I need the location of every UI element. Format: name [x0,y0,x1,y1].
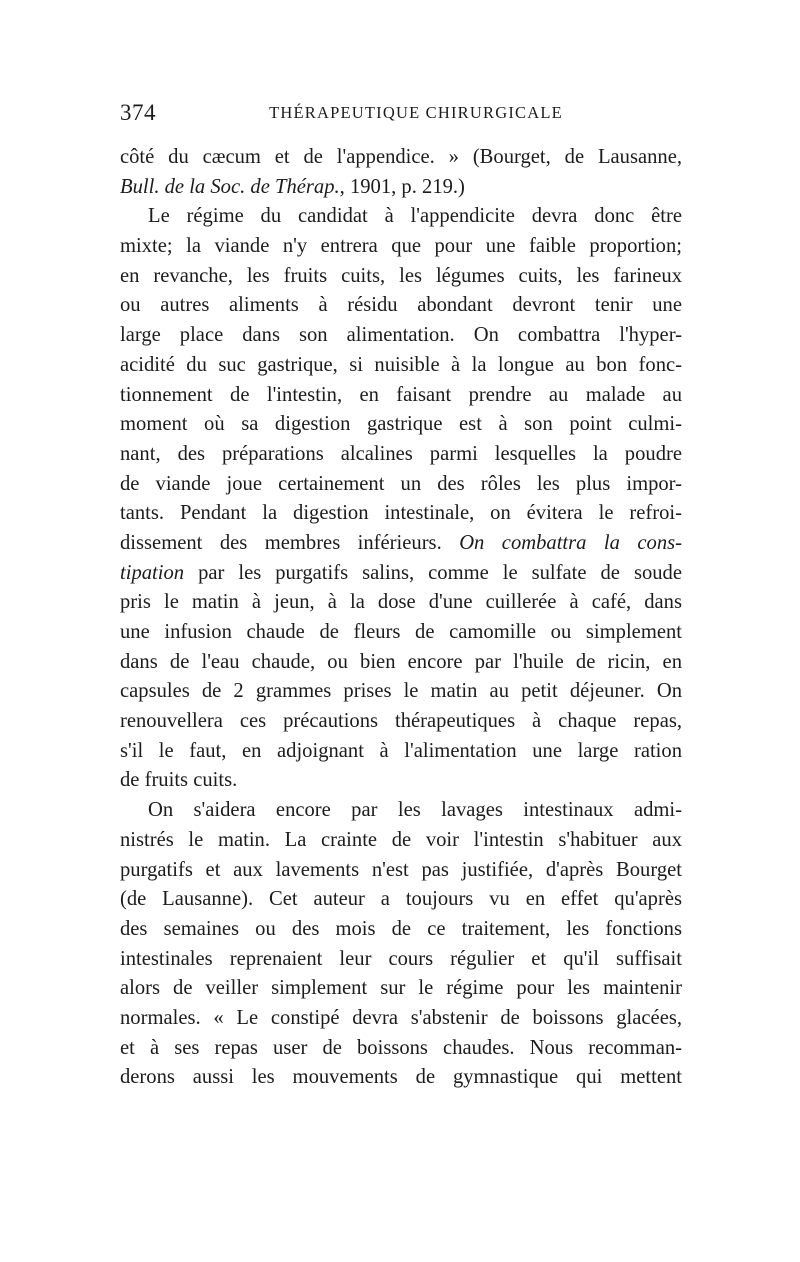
text-line [120,618,682,648]
text-segment: mixte; la viande n'y entrera que pour une faible proportion; [120,235,682,258]
text-line [120,1034,682,1064]
page-number: 374 [120,100,156,125]
text-segment: et à ses repas user de boissons chaudes. Nous recomman- [120,1036,682,1059]
text-segment: Le régime du candidat à l'appendicite devra donc être [148,205,682,228]
text-line [120,915,682,945]
text-segment: dissement des membres inférieurs. [120,531,460,554]
text-segment: tionnement de l'intestin, en faisant prendre au malade au [120,383,682,406]
text-segment: pris le matin à jeun, à la dose d'une cuillerée à café, dans [120,591,682,614]
text-line [120,826,682,856]
text-line [120,796,682,826]
text-line [120,470,682,500]
text-segment: ou autres aliments à résidu abondant devront tenir une [120,294,682,317]
text-segment: côté du cæcum et de l'appendice. » (Bourget, de Lausanne, [120,146,682,168]
text-line [120,648,682,678]
text-segment: une infusion chaude de fleurs de camomille ou simplement [120,621,682,643]
italic-text: On combattra la cons- [459,531,683,554]
text-line [120,232,682,262]
text-segment: alors de veiller simplement sur le régime pour les maintenir [120,977,682,1000]
text-segment: dans de l'eau chaude, ou bien encore par l'huile de ricin, en [120,650,682,673]
text-segment: On s'aidera encore par les lavages intestinaux admi- [148,799,682,822]
text-line [120,410,682,440]
text-line [120,1004,682,1034]
text-line [120,291,682,321]
italic-text: tipation [120,561,185,584]
text-segment: (de Lausanne). Cet auteur a toujours vu en effet qu'après [120,888,682,911]
text-segment: capsules de 2 grammes prises le matin au petit déjeuner. On [120,680,682,703]
text-segment: normales. « Le constipé devra s'abstenir de boissons glacées, [120,1006,682,1029]
text-line [120,707,682,737]
text-line [120,885,682,915]
text-line [120,262,682,292]
body-text [120,143,682,1093]
text-segment: purgatifs et aux lavements n'est pas justifiée, d'après Bourget [120,858,682,881]
text-line [120,766,682,796]
text-segment: large place dans son alimentation. On combattra l'hyper- [120,324,682,347]
text-segment: des semaines ou des mois de ce traitement, les fonctions [120,917,682,940]
text-segment: par les purgatifs salins, comme le sulfate de soude [184,561,682,584]
text-segment: , 1901, p. 219.) [339,175,465,198]
text-line [120,173,682,203]
text-line [120,202,682,232]
text-segment: s'il le faut, en adjoignant à l'alimentation une large ration [120,739,682,762]
text-line [120,351,682,381]
text-line [120,856,682,886]
running-head [120,100,682,130]
text-segment: en revanche, les fruits cuits, les légumes cuits, les farineux [120,264,682,287]
text-segment: nistrés le matin. La crainte de voir l'intestin s'habituer aux [120,828,682,851]
text-segment: derons aussi les mouvements de gymnastique qui mettent [120,1066,682,1089]
text-segment: nant, des préparations alcalines parmi lesquelles la poudre [120,442,682,465]
text-segment: de fruits cuits. [120,769,238,792]
text-line [120,559,682,589]
text-line [120,381,682,411]
text-line [120,321,682,351]
text-segment: moment où sa digestion gastrique est à son point culmi- [120,413,682,436]
text-line [120,588,682,618]
text-segment: acidité du suc gastrique, si nuisible à la longue au bon fonc- [120,353,682,376]
running-title: THÉRAPEUTIQUE CHIRURGICALE [269,103,563,122]
text-segment: tants. Pendant la digestion intestinale, on évitera le refroi- [120,502,682,525]
text-line [120,677,682,707]
text-line [120,1063,682,1093]
text-segment: renouvellera ces précautions thérapeutiques à chaque repas, [120,710,682,733]
text-line [120,143,682,173]
text-line [120,737,682,767]
text-line [120,440,682,470]
text-line [120,499,682,529]
text-line [120,945,682,975]
text-line [120,974,682,1004]
text-segment: intestinales reprenaient leur cours régulier et qu'il suffisait [120,947,682,970]
text-line [120,529,682,559]
italic-text: Bull. de la Soc. de Thérap. [120,175,340,198]
text-segment: de viande joue certainement un des rôles les plus impor- [120,472,682,495]
